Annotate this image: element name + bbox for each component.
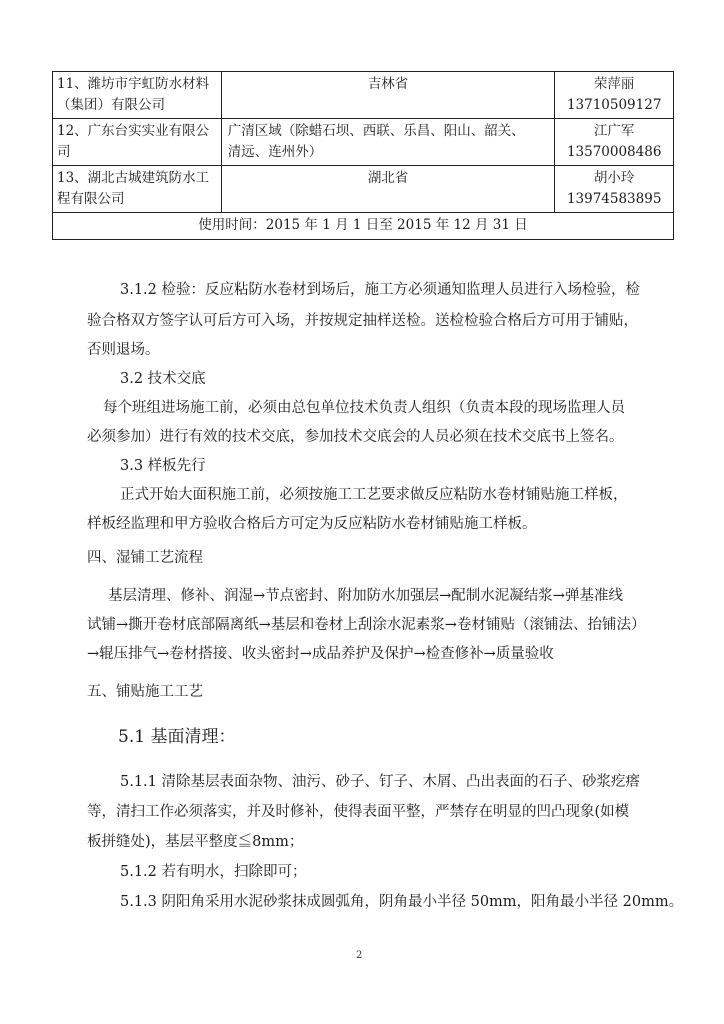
supplier-table xyxy=(52,71,674,240)
table-row xyxy=(53,72,674,119)
contact-name: 江广军 xyxy=(593,123,635,139)
company-name-line: 13、湖北古城建筑防水工 xyxy=(57,170,210,186)
section-heading-5: 五、铺贴施工工艺 xyxy=(87,684,203,700)
paragraph-line: 5.1.3 阴阳角采用水泥砂浆抹成圆弧角，阴角最小半径 50mm，阳角最小半径 20mm。 xyxy=(120,894,684,910)
company-name-cell xyxy=(53,72,222,119)
contact-name: 荣萍丽 xyxy=(593,76,635,92)
paragraph-line: 等，清扫工作必须落实，并及时修补，使得表面平整，严禁存在明显的凹凸现象(如模 xyxy=(87,804,630,820)
area-cell xyxy=(221,119,555,166)
company-name-line: （集团）有限公司 xyxy=(57,97,165,113)
area-line: 广清区域（除蜡石坝、西联、乐昌、阳山、韶关、 xyxy=(227,123,525,139)
company-name-cell xyxy=(53,166,222,213)
area-line: 清远、连州外） xyxy=(227,144,323,160)
company-name-line: 司 xyxy=(57,144,71,160)
page-number: 2 xyxy=(356,950,363,961)
section-heading-5-1: 5.1 基面清理： xyxy=(118,727,236,747)
area-line: 吉林省 xyxy=(367,76,409,92)
company-name-cell xyxy=(53,119,222,166)
contact-phone: 13570008486 xyxy=(566,144,662,160)
paragraph-line: 验合格双方签字认可后方可入场，并按规定抽样送检。送检检验合格后方可用于铺贴， xyxy=(87,313,638,329)
area-cell xyxy=(221,72,555,119)
paragraph-line: 试铺→撕开卷材底部隔离纸→基层和卷材上刮涂水泥素浆→卷材铺贴（滚铺法、抬铺法） xyxy=(87,617,646,633)
company-name-line: 12、广东台实实业有限公 xyxy=(57,123,210,139)
area-line: 湖北省 xyxy=(367,170,409,186)
paragraph-line: 正式开始大面积施工前，必须按施工工艺要求做反应粘防水卷材铺贴施工样板， xyxy=(120,487,628,503)
contact-phone: 13974583895 xyxy=(566,191,662,207)
paragraph-line: 样板经监理和甲方验收合格后方可定为反应粘防水卷材铺贴施工样板。 xyxy=(87,516,537,532)
contact-cell xyxy=(555,119,674,166)
paragraph-line: 5.1.2 若有明水，扫除即可； xyxy=(120,864,307,880)
paragraph-line: 板拼缝处)，基层平整度≦8mm； xyxy=(87,834,304,850)
paragraph-line: 5.1.1 清除基层表面杂物、油污、砂子、钉子、木屑、凸出表面的石子、砂浆疙瘩 xyxy=(120,774,641,790)
section-heading-3-2: 3.2 技术交底 xyxy=(120,371,206,387)
contact-phone: 13710509127 xyxy=(566,97,662,113)
section-heading-4: 四、湿铺工艺流程 xyxy=(87,550,203,566)
paragraph-line: 每个班组进场施工前，必须由总包单位技术负责人组织（负责本段的现场监理人员 xyxy=(103,400,625,416)
area-cell xyxy=(221,166,555,213)
usage-period: 使用时间：2015 年 1 月 1 日至 2015 年 12 月 31 日 xyxy=(53,213,674,240)
paragraph-line: 否则退场。 xyxy=(87,342,160,358)
table-row xyxy=(53,166,674,213)
paragraph-line: 基层清理、修补、润湿→节点密封、附加防水加强层→配制水泥凝结浆→弹基准线 xyxy=(108,588,623,604)
contact-cell xyxy=(555,72,674,119)
contact-cell xyxy=(555,166,674,213)
company-name-line: 程有限公司 xyxy=(57,191,125,207)
paragraph-line: 必须参加）进行有效的技术交底，参加技术交底会的人员必须在技术交底书上签名。 xyxy=(87,429,624,445)
contact-name: 胡小玲 xyxy=(593,170,635,186)
paragraph-line: →辊压排气→卷材搭接、收头密封→成品养护及保护→检查修补→质量验收 xyxy=(87,646,554,662)
table-footer-row xyxy=(53,213,674,240)
company-name-line: 11、潍坊市宇虹防水材料 xyxy=(57,76,210,92)
section-heading-3-3: 3.3 样板先行 xyxy=(120,458,206,474)
paragraph-line: 3.1.2 检验：反应粘防水卷材到场后，施工方必须通知监理人员进行入场检验，检 xyxy=(120,282,641,298)
table-row xyxy=(53,119,674,166)
